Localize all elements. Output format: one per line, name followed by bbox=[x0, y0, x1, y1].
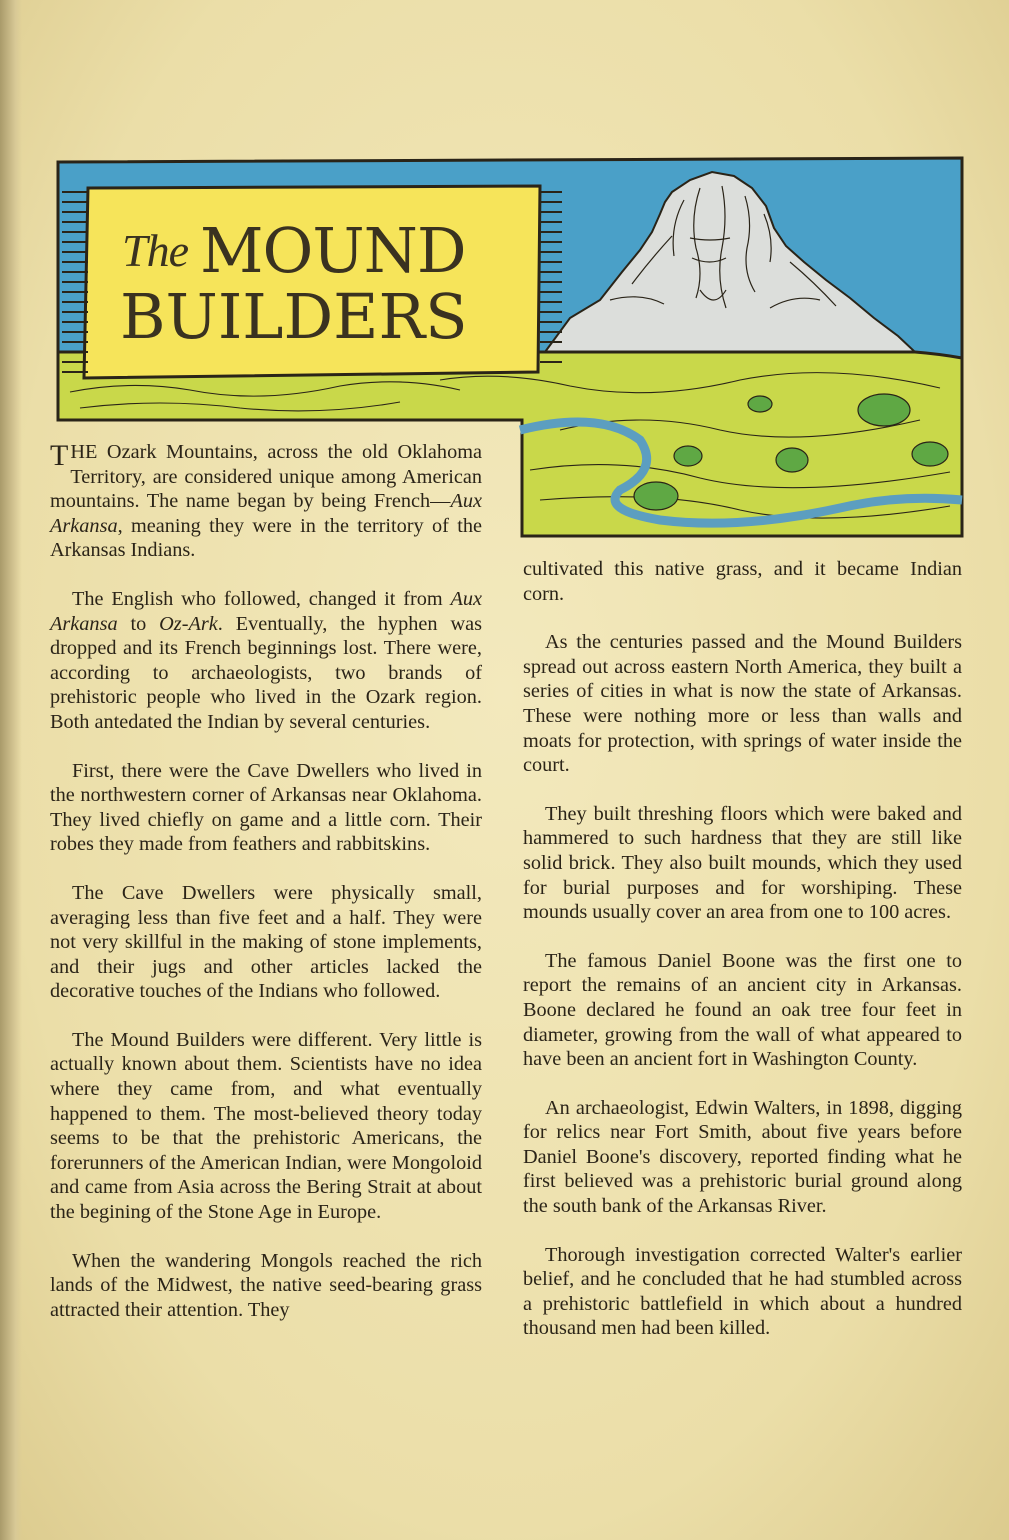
right-column bbox=[523, 557, 962, 1365]
right-paragraph-1: cultivated this native grass, and it became Indian corn. bbox=[523, 558, 962, 605]
left-paragraph-3: First, there were the Cave Dwellers who lived in the northwestern corner of Arkansas near Oklahoma. They lived chiefly on game and a little corn. Their robes they made from feathers and rabbitskins. bbox=[50, 759, 482, 856]
right-paragraph-2: As the centuries passed and the Mound Builders spread out across eastern North America, they built a series of cities in what is now the state of Arkansas. These were nothing more or less than walls and moats for protection, with springs of water inside the court. bbox=[523, 631, 962, 777]
title-the: The bbox=[122, 225, 188, 276]
title-line-builders: BUILDERS bbox=[120, 280, 468, 353]
left-paragraph-6: When the wandering Mongols reached the rich lands of the Midwest, the native seed-bearing grass attracted their attention. They bbox=[50, 1249, 482, 1321]
left-column bbox=[50, 440, 482, 1346]
left-paragraph-2: The English who followed, changed it from Aux Arkansa to Oz-Ark. Eventually, the hyphen was dropped and its French beginnings lost. There were, according to archaeologists, two brands of prehistoric people who lived in the Ozark region. Both antedated the Indian by several centuries. bbox=[50, 587, 482, 733]
left-paragraph-5: The Mound Builders were different. Very little is actually known about them. Scientists have no idea where they came from, and what eventually happened to them. The most-believed theory today seems to be that the prehistoric Americans, the forerunners of the American Indian, were Mongoloid and came from Asia across the Bering Strait at about the begining of the Stone Age in Europe. bbox=[50, 1028, 482, 1224]
left-paragraph-4: The Cave Dwellers were physically small, averaging less than five feet and a half. They were not very skillful in the making of stone implements, and their jugs and other articles lacked the decorative touches of the Indians who followed. bbox=[50, 881, 482, 1003]
left-paragraph-1: T HE Ozark Mountains, across the old Oklahoma Territory, are considered unique among American mountains. The name began by being French—Aux Arkansa, meaning they were in the territory of the Arkansas Indians. bbox=[50, 439, 482, 562]
drop-cap: T bbox=[50, 439, 69, 472]
right-paragraph-3: They built threshing floors which were baked and hammered to such hardness that they are still like solid brick. They also built mounds, which they used for burial purposes and for worshiping. These mounds usually cover an area from one to 100 acres. bbox=[523, 802, 962, 924]
right-paragraph-4: The famous Daniel Boone was the first one to report the remains of an ancient city in Arkansas. Boone declared he found an oak tree four feet in diameter, growing from the wall of what appeared to have been an ancient fort in Washington County. bbox=[523, 949, 962, 1071]
article-title bbox=[112, 214, 507, 353]
right-paragraph-6: Thorough investigation corrected Walter's earlier belief, and he concluded that he had stumbled across a prehistoric battlefield in which about a hundred thousand men had been killed. bbox=[523, 1243, 962, 1340]
title-line-mound: MOUND bbox=[200, 214, 466, 287]
right-paragraph-5: An archaeologist, Edwin Walters, in 1898, digging for relics near Fort Smith, about five years before Daniel Boone's discovery, reported finding what he first believed was a prehistoric burial ground along the south bank of the Arkansas River. bbox=[523, 1096, 962, 1218]
